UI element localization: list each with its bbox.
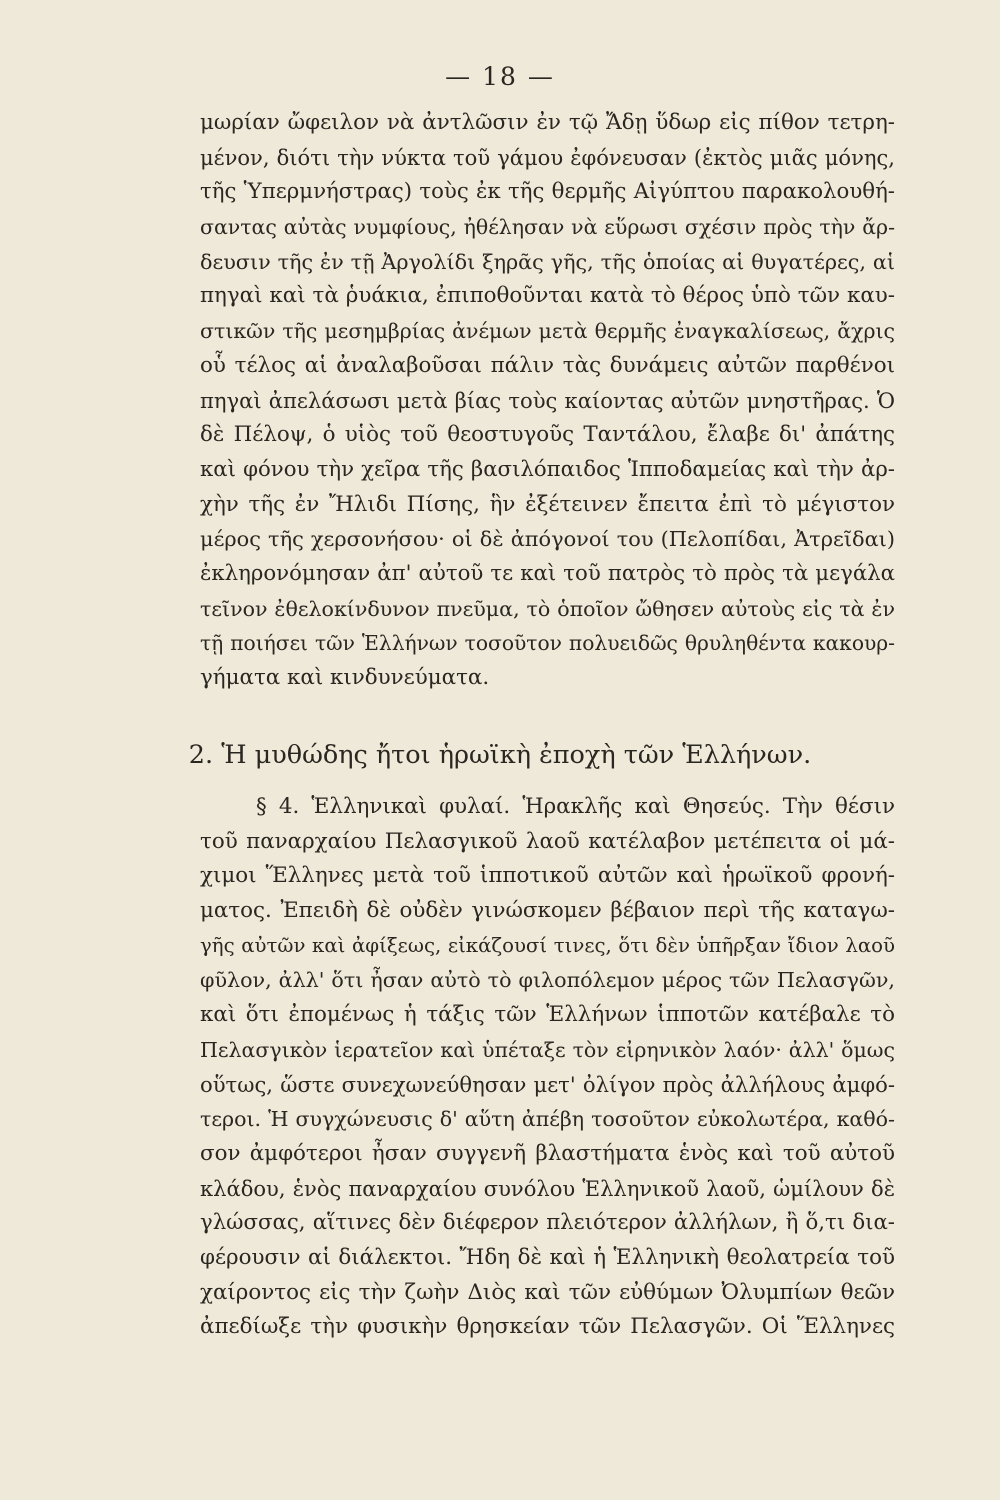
text-line: γῆς αὐτῶν καὶ ἀφίξεως, εἰκάζουσί τινες, ὅτι δὲν ὑπῆρξαν ἴδιον λαοῦ xyxy=(200,933,895,957)
paragraph-danaids-pelops xyxy=(200,106,895,696)
text-line: μένον, διότι τὴν νύκτα τοῦ γάμου ἐφόνευσαν (ἐκτὸς μιᾶς μόνης, xyxy=(200,144,895,170)
text-line: ματος. Ἐπειδὴ δὲ οὐδὲν γινώσκομεν βέβαιον περὶ τῆς καταγω- xyxy=(200,898,895,924)
text-line: χιμοι Ἕλληνες μετὰ τοῦ ἱπποτικοῦ αὐτῶν καὶ ἡρωϊκοῦ φρονή- xyxy=(200,863,895,889)
text-line: κλάδου, ἑνὸς παναρχαίου συνόλου Ἑλληνικοῦ λαοῦ, ὡμίλουν δὲ xyxy=(200,1175,895,1201)
text-line: μέρος τῆς χερσονήσου· οἱ δὲ ἀπόγονοί του (Πελοπίδαι, Ἀτρεῖδαι) xyxy=(200,527,895,552)
text-line: ἀπεδίωξε τὴν φυσικὴν θρησκείαν τῶν Πελασγῶν. Οἱ Ἕλληνες xyxy=(200,1314,895,1340)
text-line: χὴν τῆς ἐν Ἤλιδι Πίσης, ἣν ἐξέτεινεν ἔπειτα ἐπὶ τὸ μέγιστον xyxy=(200,491,895,517)
text-line: δὲ Πέλοψ, ὁ υἱὸς τοῦ θεοστυγοῦς Ταντάλου, ἔλαβε δι' ἀπάτης xyxy=(200,422,895,448)
paragraph-hellenic-tribes xyxy=(200,790,895,1345)
text-line: καὶ ὅτι ἐπομένως ἡ τάξις τῶν Ἑλλήνων ἱπποτῶν κατέβαλε τὸ xyxy=(200,1002,895,1028)
text-line: οὕτως, ὥστε συνεχωνεύθησαν μετ' ὀλίγον πρὸς ἀλλήλους ἀμφό- xyxy=(200,1071,895,1097)
text-line: τεροι. Ἡ συγχώνευσις δ' αὕτη ἀπέβη τοσοῦτον εὐκολωτέρα, καθό- xyxy=(200,1107,895,1132)
text-line: στικῶν τῆς μεσημβρίας ἀνέμων μετὰ θερμῆς ἐναγκαλίσεως, ἄχρις xyxy=(200,319,895,344)
text-line: Πελασγικὸν ἱερατεῖον καὶ ὑπέταξε τὸν εἰρηνικὸν λαόν· ἀλλ' ὅμως xyxy=(200,1037,895,1062)
text-line: οὗ τέλος αἱ ἀναλαβοῦσαι πάλιν τὰς δυνάμεις αὐτῶν παρθένοι xyxy=(200,352,895,378)
text-line: τεῖνον ἐθελοκίνδυνον πνεῦμα, τὸ ὁποῖον ὤθησεν αὐτοὺς εἰς τὰ ἐν xyxy=(200,596,895,621)
text-line: καὶ φόνου τὴν χεῖρα τῆς βασιλόπαιδος Ἱπποδαμείας καὶ τὴν ἀρ- xyxy=(200,456,895,482)
text-line: γλώσσας, αἵτινες δὲν διέφερον πλειότερον ἀλλήλων, ἢ ὅ,τι δια- xyxy=(200,1210,895,1236)
text-line: χαίροντος εἰς τὴν ζωὴν Διὸς καὶ τῶν εὐθύμων Ὀλυμπίων θεῶν xyxy=(200,1279,895,1305)
text-line: τῆς Ὑπερμνήστρας) τοὺς ἐκ τῆς θερμῆς Αἰγύπτου παρακολουθή- xyxy=(200,179,895,205)
page-number: — 18 — xyxy=(445,62,555,91)
text-line: δευσιν τῆς ἐν τῇ Ἀργολίδι ξηρᾶς γῆς, τῆς ὁποίας αἱ θυγατέρες, αἱ xyxy=(200,249,895,274)
text-line: τῇ ποιήσει τῶν Ἑλλήνων τοσοῦτον πολυειδῶς θρυληθέντα κακουρ- xyxy=(200,631,895,656)
section-heading: 2. Ἡ μυθώδης ἤτοι ἡρωϊκὴ ἐποχὴ τῶν Ἑλλήνων. xyxy=(188,740,812,770)
text-line: πηγαὶ καὶ τὰ ῥυάκια, ἐπιποθοῦνται κατὰ τὸ θέρος ὑπὸ τῶν καυ- xyxy=(200,283,895,309)
text-line: μωρίαν ὤφειλον νὰ ἀντλῶσιν ἐν τῷ Ἄδῃ ὕδωρ εἰς πίθον τετρη- xyxy=(200,110,895,135)
text-line: ἐκληρονόμησαν ἀπ' αὐτοῦ τε καὶ τοῦ πατρὸς τὸ πρὸς τὰ μεγάλα xyxy=(200,560,895,586)
text-line: τοῦ παναρχαίου Πελασγικοῦ λαοῦ κατέλαβον μετέπειτα οἱ μά- xyxy=(200,828,895,854)
text-line: σαντας αὐτὰς νυμφίους, ἠθέλησαν νὰ εὕρωσι σχέσιν πρὸς τὴν ἄρ- xyxy=(200,215,895,240)
text-line: σον ἀμφότεροι ἦσαν συγγενῆ βλαστήματα ἑνὸς καὶ τοῦ αὐτοῦ xyxy=(200,1140,895,1166)
text-line: γήματα καὶ κινδυνεύματα. xyxy=(200,665,490,690)
text-line: πηγαὶ ἀπελάσωσι μετὰ βίας τοὺς καίοντας αὐτῶν μνηστῆρας. Ὁ xyxy=(200,387,895,413)
text-line: φέρουσιν αἱ διάλεκτοι. Ἤδη δὲ καὶ ἡ Ἑλληνικὴ θεολατρεία τοῦ xyxy=(200,1244,895,1270)
text-line: φῦλον, ἀλλ' ὅτι ἦσαν αὐτὸ τὸ φιλοπόλεμον μέρος τῶν Πελασγῶν, xyxy=(200,968,895,993)
text-line: § 4. Ἑλληνικαὶ φυλαί. Ἡρακλῆς καὶ Θησεύς. Τὴν θέσιν xyxy=(256,794,895,819)
